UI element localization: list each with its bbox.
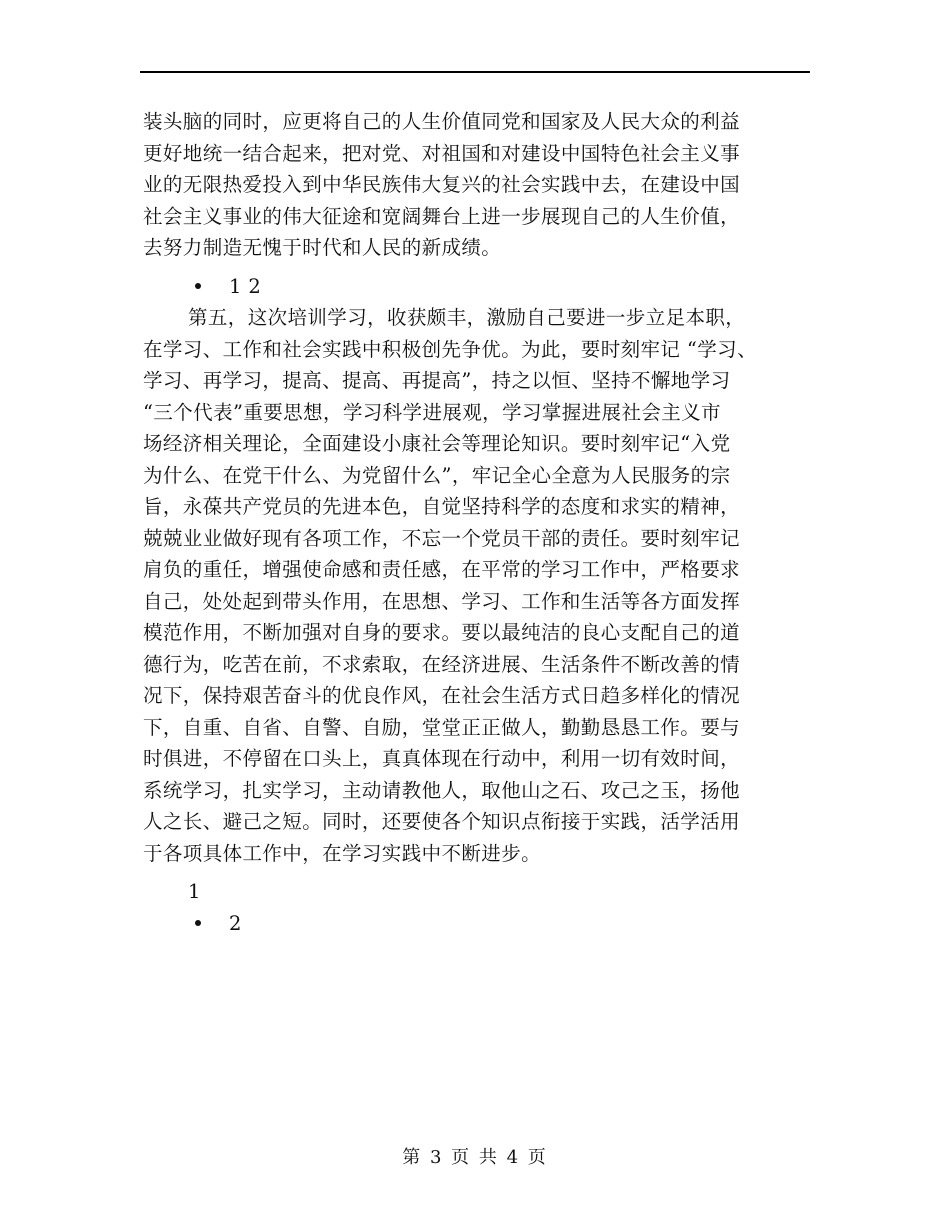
bullet-icon — [195, 283, 201, 289]
bullet-icon — [195, 920, 201, 926]
spacer — [143, 869, 808, 876]
header-rule — [140, 71, 810, 73]
list-item — [195, 908, 808, 940]
list-item-label: 1 2 — [229, 274, 262, 298]
page-number: 第 3 页 共 4 页 — [402, 1147, 548, 1168]
list-item-label: 2 — [229, 911, 242, 935]
paragraph-continuation: 装头脑的同时，应更将自己的人生价值同党和国家及人民大众的利益 更好地统一结合起来，把对党、对祖国和对建设中国特色社会主义事 业的无限热爱投入到中华民族伟大复兴的社会实践中去，在建设中国 社会主义事业的伟大征途和宽阔舞台上进一步展现自己的人生价值， 去努力制造无愧于时代和人民的新成绩。 — [143, 110, 741, 259]
paragraph-fifth: 第五，这次培训学习，收获颇丰，激励自己要进一步立足本职， 在学习、工作和社会实践中积极创先争优。为此，要时刻牢记 “学习、 学习、再学习，提高、提高、再提高”，持之以恒、坚持不懈地学习 “三个代表”重要思想，学习科学进展观，学习掌握进展社会主义市 场经济相关理论，全面建设小康社会等理论知识。要时刻牢记“入党 为什么、在党干什么、为党留什么”，牢记全心全意为人民服务的宗 旨，永葆共产党员的先进本色，自觉坚持科学的态度和求实的精神， 兢兢业业做好现有各项工作，不忘一个党员干部的责任。要时刻牢记 肩负的重任，增强使命感和责任感，在平常的学习工作中，严格要求 自己，处处起到带头作用，在思想、学习、工作和生活等各方面发挥 模范作用，不断加强对自身的要求。要以最纯洁的良心支配自己的道 德行为，吃苦在前，不求索取，在经济进展、生活条件不断改善的情 况下，保持艰苦奋斗的优良作风，在社会生活方式日趋多样化的情况 下，自重、自省、自警、自励，堂堂正正做人，勤勤恳恳工作。要与 时俱进，不停留在口头上，真真体现在行动中，利用一切有效时间， 系统学习，扎实学习，主动请教他人，取他山之石、攻己之玉，扬他 人之长、避己之短。同时，还要使各个知识点衔接于实践，活学活用 于各项具体工作中，在学习实践中不断进步。 — [143, 306, 757, 865]
list-number: 1 — [188, 880, 201, 903]
document-body — [143, 106, 808, 939]
list-item — [195, 271, 808, 303]
spacer — [143, 264, 808, 271]
